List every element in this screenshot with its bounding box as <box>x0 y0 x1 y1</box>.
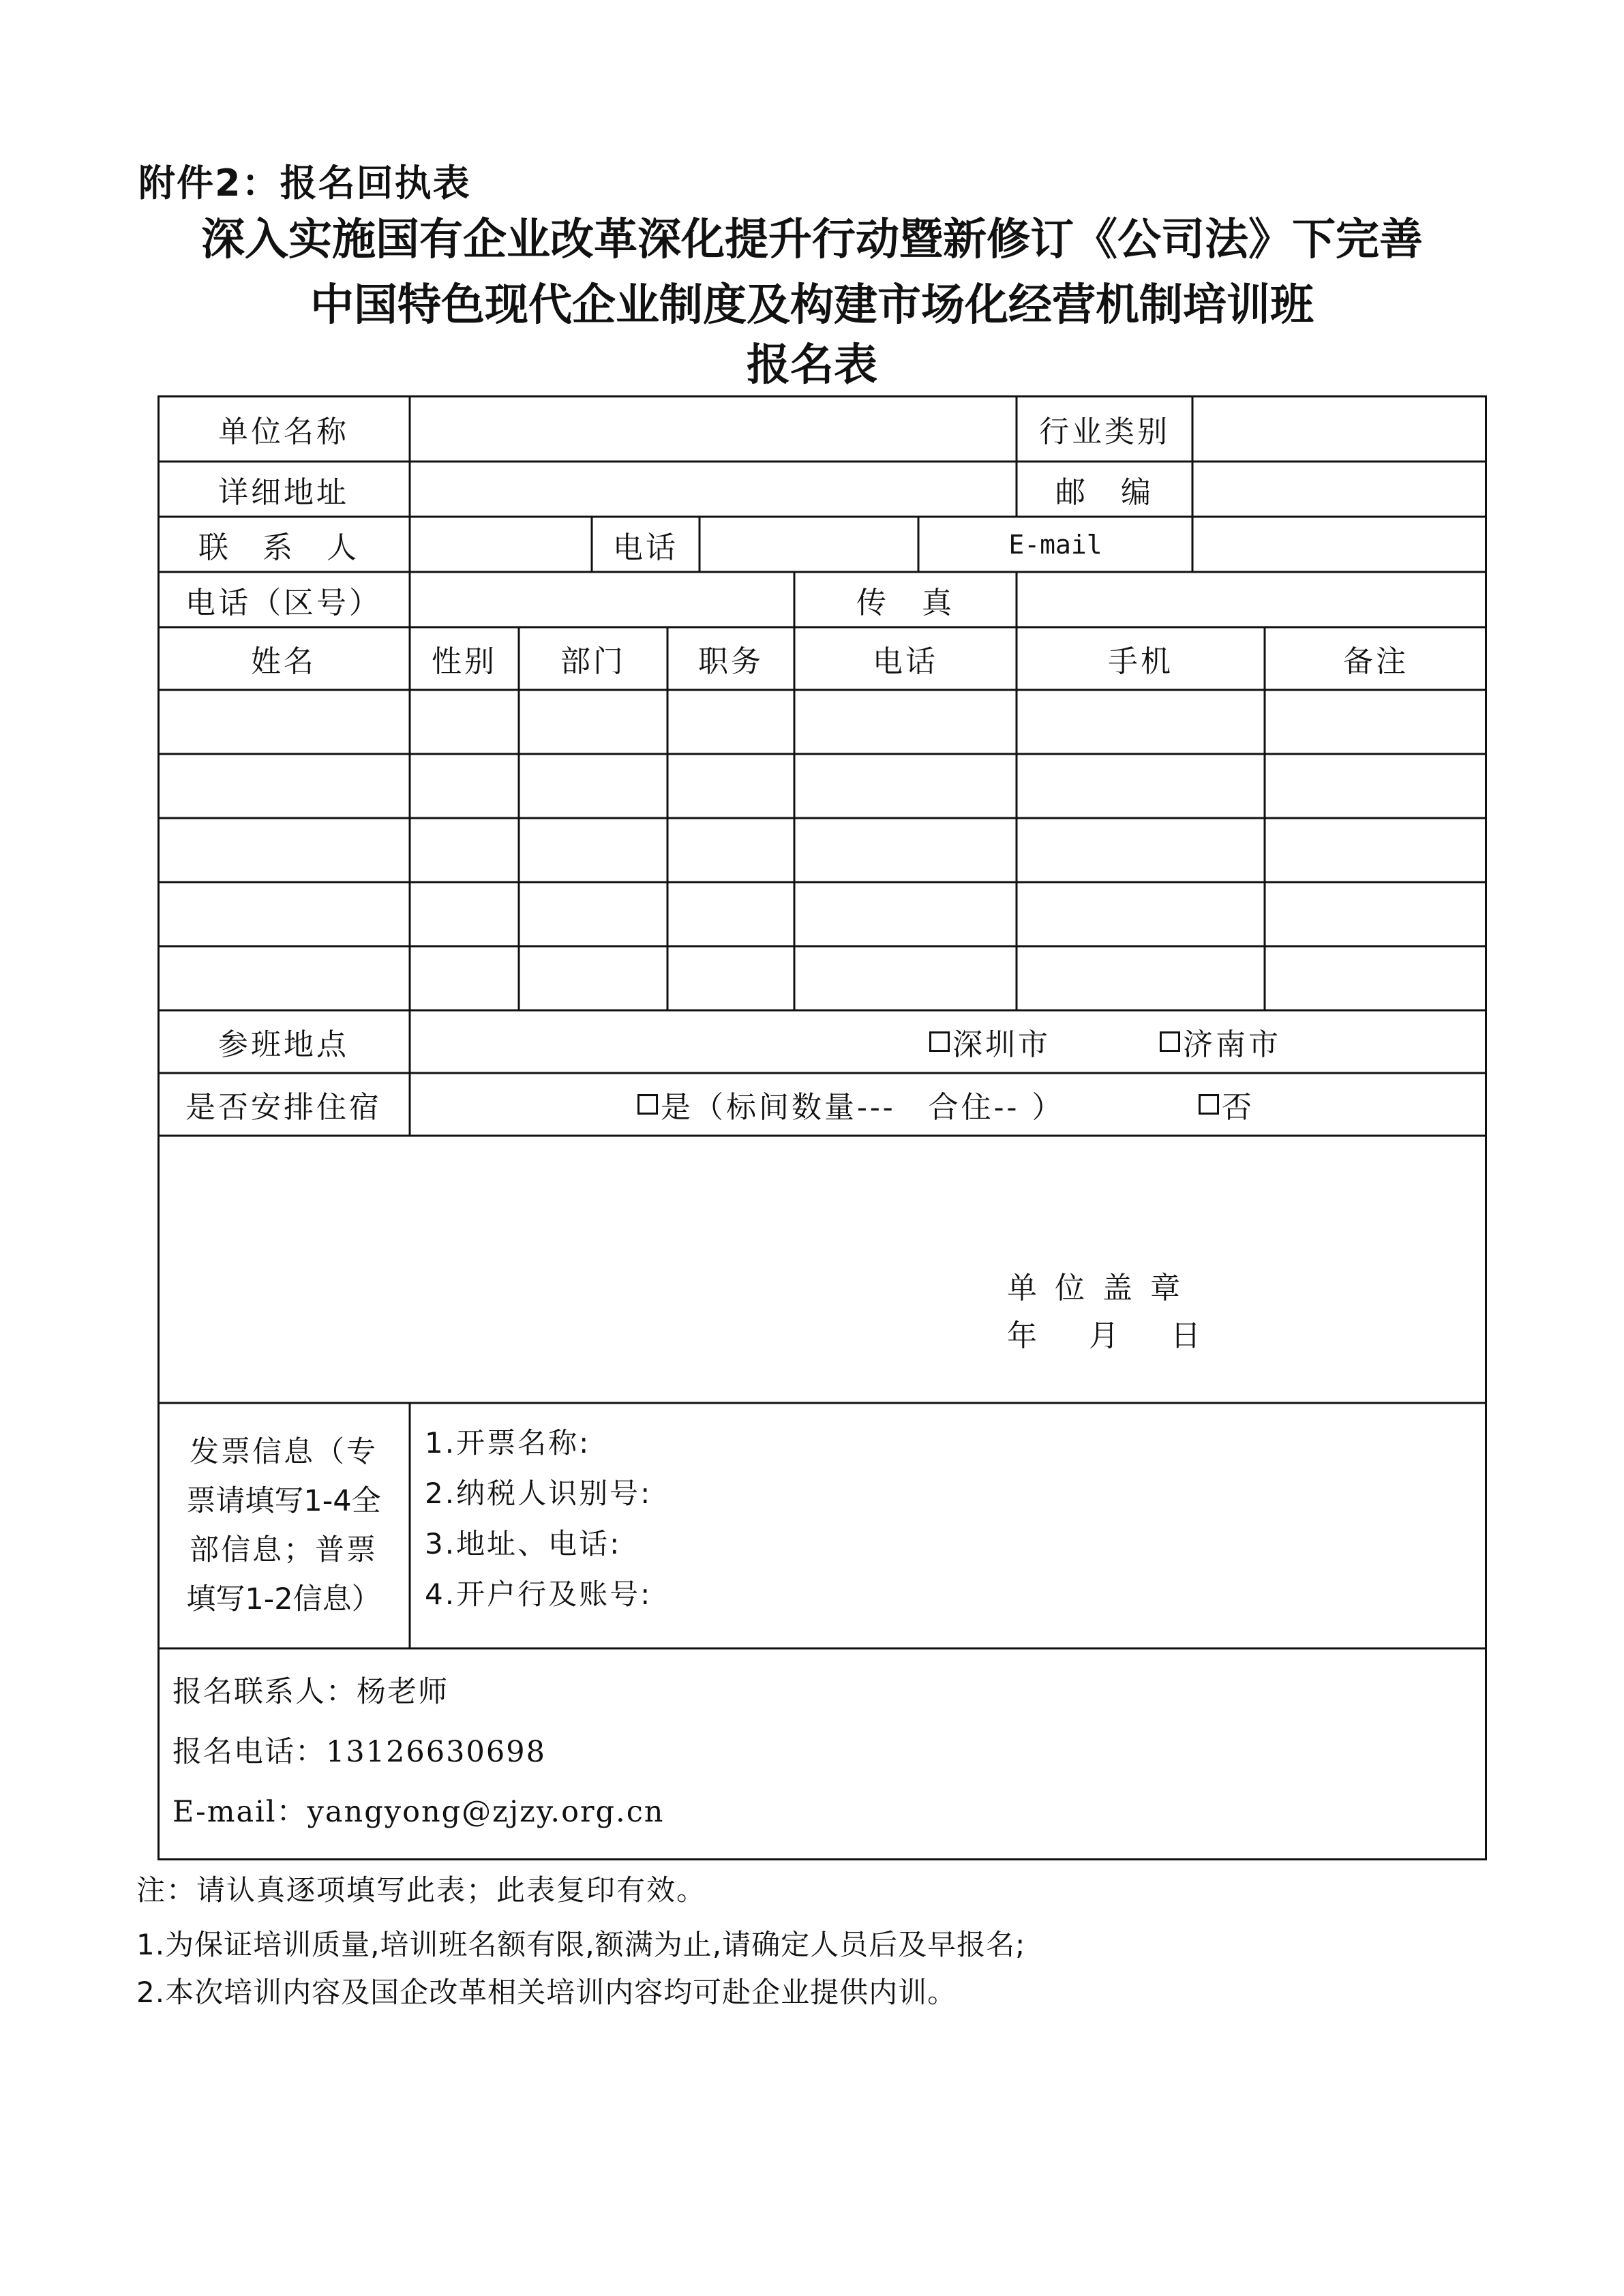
location-option-label: 深圳市 <box>952 1027 1051 1062</box>
invoice-label-line: 发票信息（专 <box>190 1435 378 1469</box>
fax-field[interactable] <box>1017 572 1487 627</box>
location-option-jinan[interactable] <box>1160 1010 1337 1073</box>
industry-label: 行业类别 <box>1039 414 1170 449</box>
invoice-item: 1.开票名称: <box>425 1426 591 1460</box>
invoice-item: 4.开户行及账号: <box>425 1577 652 1611</box>
title-line-1: 深入实施国有企业改革深化提升行动暨新修订《公司法》下完善 <box>201 214 1423 265</box>
address-field[interactable] <box>410 462 1017 517</box>
postcode-label: 邮 编 <box>1055 474 1154 510</box>
checkbox-icon <box>637 1094 658 1115</box>
note-0: 注：请认真逐项填写此表；此表复印有效。 <box>136 1873 707 1907</box>
col-name: 姓名 <box>251 644 316 679</box>
contact-label: 联 系 人 <box>198 530 369 565</box>
col-position: 职务 <box>698 644 764 679</box>
location-option-label: 济南市 <box>1183 1027 1281 1062</box>
registration-email: E-mail：yangyong@zjzy.org.cn <box>172 1795 665 1829</box>
contact-field[interactable] <box>410 517 592 572</box>
checkbox-icon <box>1199 1094 1219 1115</box>
lodging-label: 是否安排住宿 <box>185 1090 382 1125</box>
lodging-no-label: 否 <box>1222 1090 1254 1125</box>
invoice-item: 3.地址、电话: <box>425 1527 622 1560</box>
registration-phone: 报名电话：13126630698 <box>172 1735 546 1769</box>
table-row[interactable] <box>157 946 1487 1010</box>
address-label: 详细地址 <box>218 474 349 510</box>
industry-field[interactable] <box>1192 395 1487 462</box>
invoice-item: 2.纳税人识别号: <box>425 1477 652 1510</box>
invoice-label-line: 填写1-2信息） <box>186 1582 381 1616</box>
title-line-2: 中国特色现代企业制度及构建市场化经营机制培训班 <box>310 280 1314 331</box>
attachment-label: 附件2：报名回执表 <box>138 162 471 205</box>
registration-form <box>157 395 1487 1861</box>
note-2: 2.本次培训内容及国企改革相关培训内容均可赴企业提供内训。 <box>136 1976 957 2009</box>
col-remarks: 备注 <box>1343 644 1409 679</box>
location-option-shenzhen[interactable] <box>929 1010 1107 1073</box>
table-row[interactable] <box>157 690 1487 754</box>
seal-label: 单 位 盖 章 <box>1007 1271 1184 1305</box>
phone-area-label: 电话（区号） <box>185 585 382 620</box>
table-row[interactable] <box>157 818 1487 882</box>
col-mobile: 手机 <box>1108 644 1173 679</box>
lodging-no-option[interactable] <box>1199 1073 1308 1136</box>
invoice-label-line: 部信息；普票 <box>190 1533 378 1567</box>
invoice-items[interactable] <box>425 1418 1447 1620</box>
registration-contact: 报名联系人：杨老师 <box>172 1675 449 1709</box>
invoice-label <box>157 1403 410 1648</box>
unit-name-field[interactable] <box>410 395 1017 462</box>
phone-area-field[interactable] <box>410 572 794 627</box>
lodging-yes-label: 是（标间数量--- 合住-- ） <box>661 1090 1065 1125</box>
checkbox-icon <box>1160 1031 1180 1052</box>
title-line-3: 报名表 <box>747 339 877 391</box>
email-label: E-mail <box>1008 529 1102 560</box>
col-phone: 电话 <box>873 644 938 679</box>
phone-label: 电话 <box>613 530 678 565</box>
checkbox-icon <box>929 1031 950 1052</box>
col-gender: 性别 <box>432 644 497 679</box>
unit-name-label: 单位名称 <box>218 414 349 449</box>
table-row[interactable] <box>157 882 1487 946</box>
phone-field[interactable] <box>700 517 918 572</box>
invoice-label-line: 票请填写1-4全 <box>186 1484 381 1518</box>
fax-label: 传 真 <box>856 585 954 620</box>
lodging-yes-option[interactable] <box>637 1073 1115 1136</box>
postcode-field[interactable] <box>1192 462 1487 517</box>
email-field[interactable] <box>1192 517 1487 572</box>
table-row[interactable] <box>157 754 1487 818</box>
col-department: 部门 <box>560 644 626 679</box>
note-1: 1.为保证培训质量,培训班名额有限,额满为止,请确定人员后及早报名; <box>136 1928 1026 1961</box>
location-label: 参班地点 <box>218 1027 349 1062</box>
date-label: 年 月 日 <box>1007 1318 1205 1353</box>
